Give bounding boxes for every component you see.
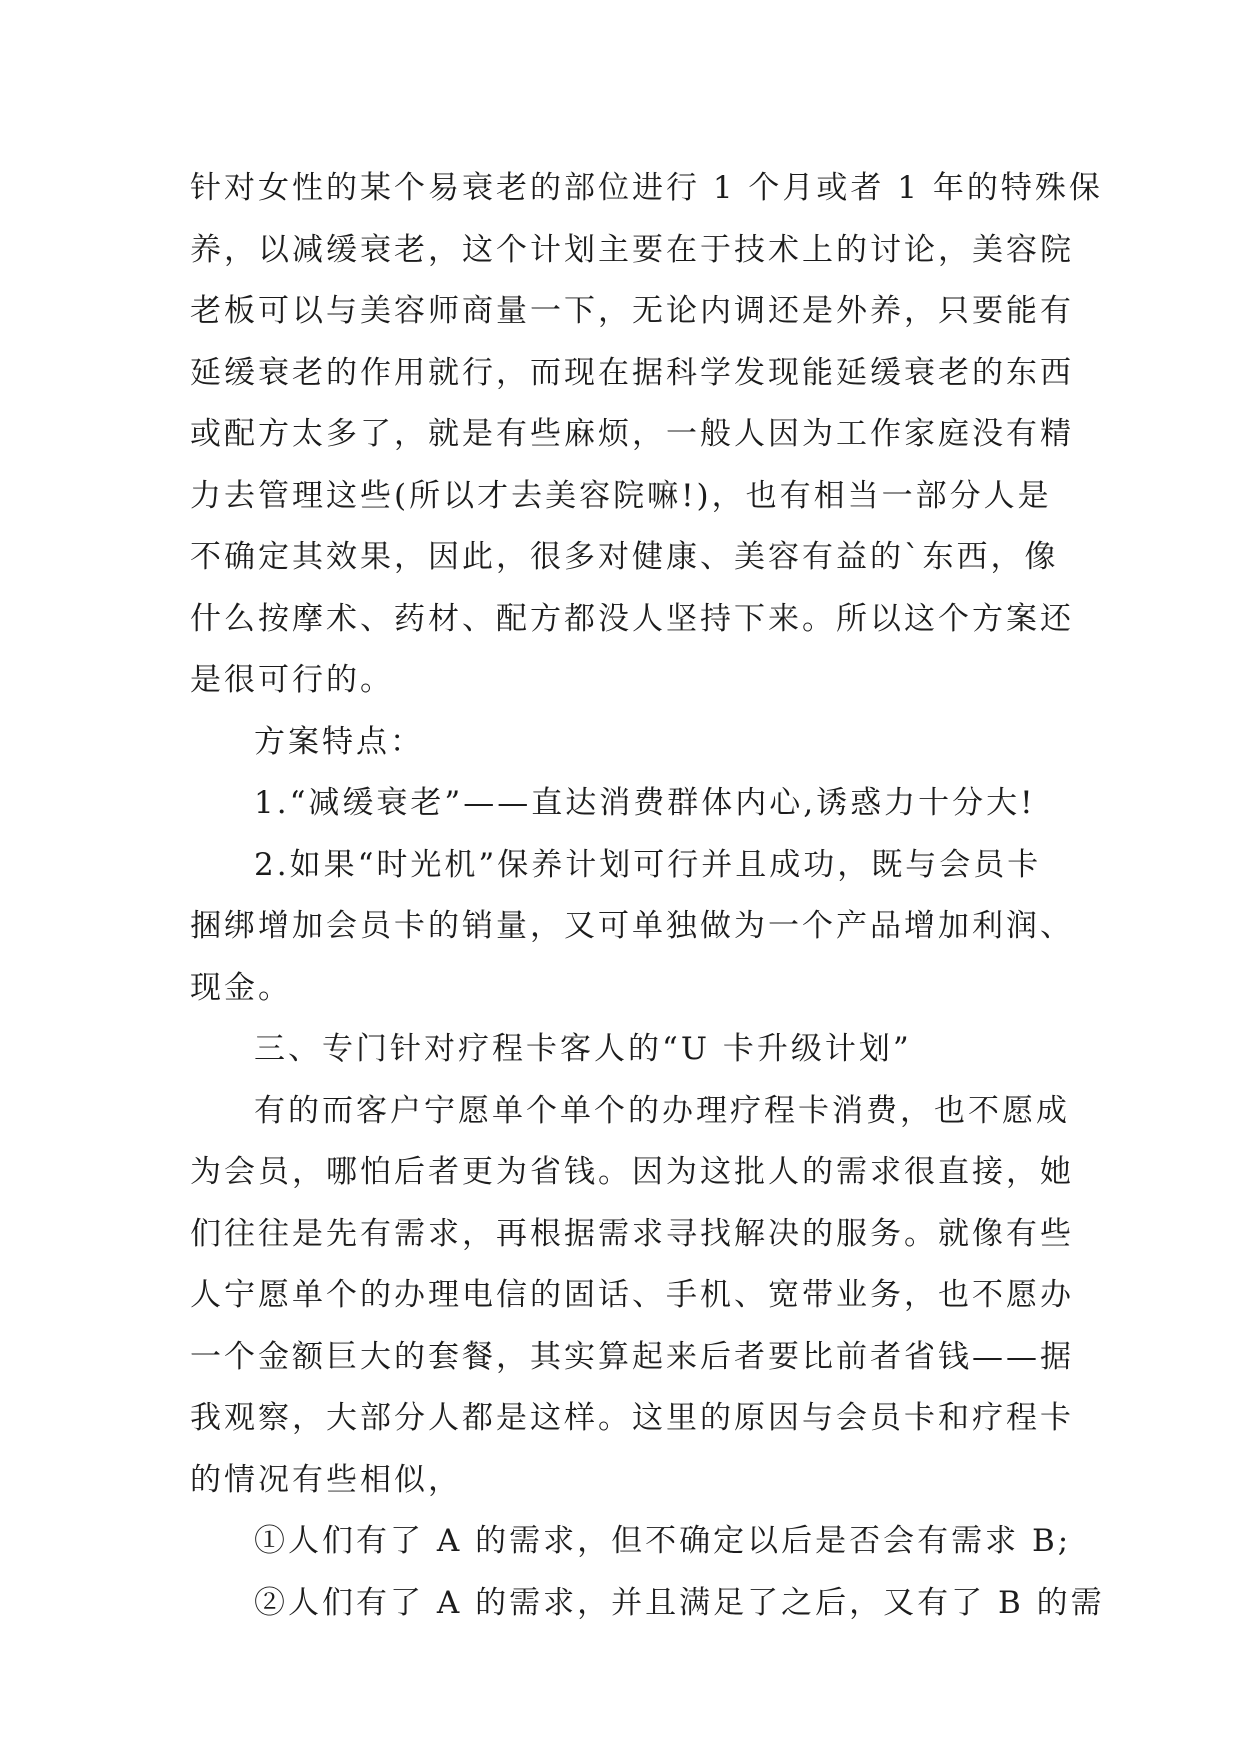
text-line: 我观察，大部分人都是这样。这里的原因与会员卡和疗程卡 bbox=[190, 1400, 1074, 1436]
list-item: ②人们有了 A 的需求，并且满足了之后，又有了 B 的需 bbox=[254, 1584, 1105, 1621]
list-item: 2.如果“时光机”保养计划可行并且成功，既与会员卡 bbox=[254, 846, 1042, 883]
text-line: 不确定其效果，因此，很多对健康、美容有益的`东西，像 bbox=[190, 539, 1059, 575]
text-line: 或配方太多了，就是有些麻烦，一般人因为工作家庭没有精 bbox=[190, 416, 1074, 452]
text-line: 们往往是先有需求，再根据需求寻找解决的服务。就像有些 bbox=[190, 1215, 1074, 1252]
text-line: 延缓衰老的作用就行，而现在据科学发现能延缓衰老的东西 bbox=[190, 354, 1074, 391]
section-heading: 方案特点： bbox=[254, 723, 424, 760]
text-line: 养，以减缓衰老，这个计划主要在于技术上的讨论，美容院 bbox=[190, 231, 1074, 268]
text-line: 力去管理这些(所以才去美容院嘛!)，也有相当一部分人是 bbox=[190, 477, 1052, 514]
text-line: 什么按摩术、药材、配方都没人坚持下来。所以这个方案还 bbox=[190, 600, 1074, 637]
section-heading: 三、专门针对疗程卡客人的“U 卡升级计划” bbox=[254, 1031, 912, 1067]
list-item: 1.“减缓衰老”——直达消费群体内心,诱惑力十分大! bbox=[254, 785, 1036, 821]
text-line: 的情况有些相似， bbox=[190, 1461, 462, 1498]
text-line: 针对女性的某个易衰老的部位进行 1 个月或者 1 年的特殊保 bbox=[190, 170, 1103, 206]
list-item: ①人们有了 A 的需求，但不确定以后是否会有需求 B; bbox=[254, 1523, 1072, 1559]
text-line: 人宁愿单个的办理电信的固话、手机、宽带业务，也不愿办 bbox=[190, 1277, 1074, 1313]
text-line: 一个金额巨大的套餐，其实算起来后者要比前者省钱——据 bbox=[190, 1338, 1074, 1375]
text-line: 捆绑增加会员卡的销量，又可单独做为一个产品增加利润、 bbox=[190, 908, 1074, 944]
text-line: 现金。 bbox=[190, 969, 292, 1006]
document-body bbox=[190, 158, 1105, 1634]
text-line: 为会员，哪怕后者更为省钱。因为这批人的需求很直接，她 bbox=[190, 1154, 1074, 1190]
text-line: 是很可行的。 bbox=[190, 662, 394, 698]
paragraph-start: 有的而客户宁愿单个单个的办理疗程卡消费，也不愿成 bbox=[254, 1092, 1070, 1129]
text-line: 老板可以与美容师商量一下，无论内调还是外养，只要能有 bbox=[190, 293, 1074, 329]
